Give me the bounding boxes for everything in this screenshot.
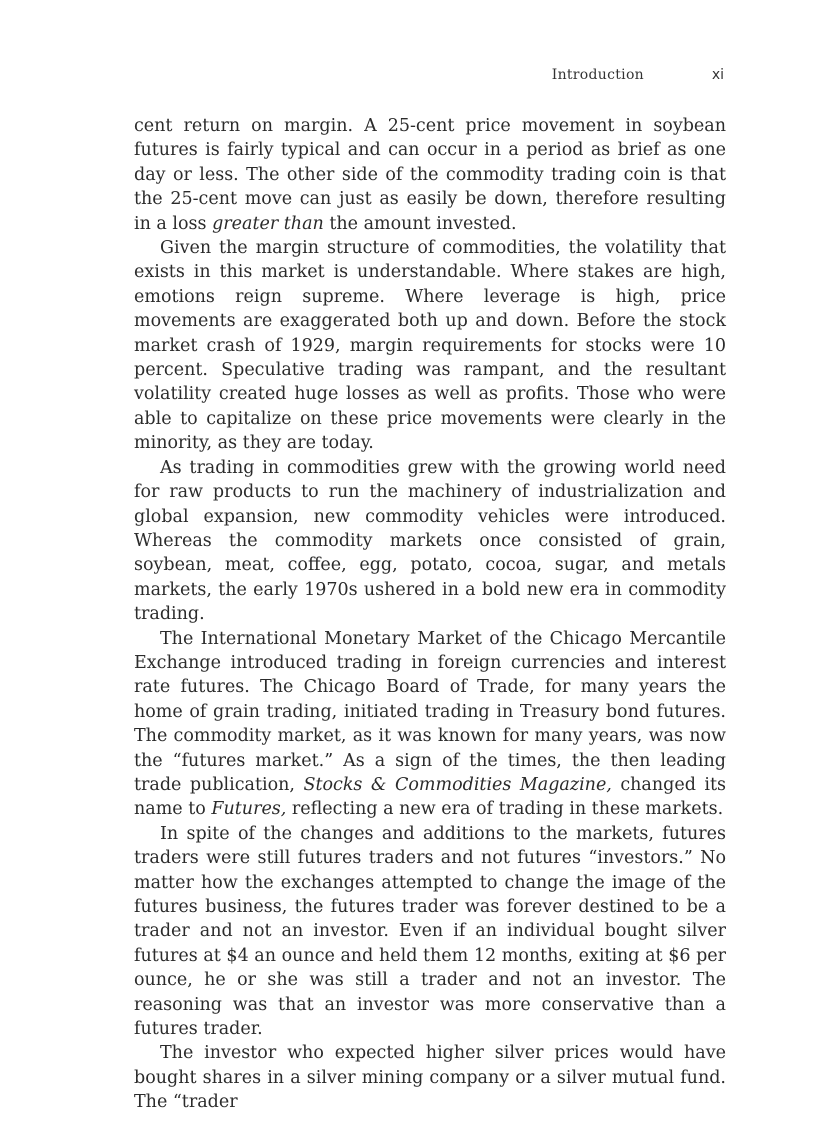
paragraph-text: reflecting a new era of trading in these markets. bbox=[286, 799, 724, 820]
paragraph-text: The International Monetary Market of the Chicago Mercantile Exchange introduced trading in foreign currencies and interest rate futures. The Chicago Board of Trade, for many years the home of grain trading, initiated trading in Treasury bond futures. The commodity market, as it was known for many years, was now the “futures market.” As a sign of the times, the then leading trade publication, bbox=[134, 628, 726, 795]
publication-title: Futures, bbox=[211, 799, 287, 820]
running-head bbox=[134, 67, 726, 89]
paragraph-text: As trading in commodities grew with the growing world need for raw products to run the machinery of industrialization and global expansion, new commodity vehicles were introduced. Whereas the commodity markets once consisted of grain, soybean, meat, coffee, egg, potato, cocoa, sugar, and metals markets, the early 1970s ushered in a bold new era in commodity trading. bbox=[134, 457, 726, 625]
paragraph-1 bbox=[134, 114, 726, 236]
page-number: xi bbox=[711, 67, 724, 83]
emphasis-text: greater than bbox=[212, 213, 324, 234]
paragraph-5 bbox=[134, 822, 726, 1042]
paragraph-4 bbox=[134, 627, 726, 822]
paragraph-text: the amount invested. bbox=[323, 213, 517, 234]
paragraph-text: changed its name to bbox=[134, 774, 726, 820]
body-text bbox=[134, 114, 726, 1115]
section-title: Introduction bbox=[551, 67, 644, 83]
paragraph-6 bbox=[134, 1041, 726, 1114]
paragraph-text: Given the margin structure of commodities, the volatility that exists in this market is understandable. Where stakes are high, emotions reign supreme. Where leverage is high, price movements are exaggerated both up and down. Before the stock market crash of 1929, margin requirements for stocks were 10 percent. Speculative trading was rampant, and the resultant volatility created huge losses as well as profits. Those who were able to capitalize on these price movements were clearly in the minority, as they are today. bbox=[134, 238, 726, 454]
paragraph-text: The investor who expected higher silver prices would have bought shares in a silver mining company or a silver mutual fund. The “trader bbox=[134, 1043, 726, 1113]
paragraph-3 bbox=[134, 456, 726, 627]
publication-title: Stocks & Commodities Magazine, bbox=[303, 774, 612, 795]
paragraph-text: cent return on margin. A 25-cent price movement in soybean futures is fairly typical and can occur in a period as brief as one day or less. The other side of the commodity trading coin is that the 25-cent move can just as easily be down, therefore resulting in a loss bbox=[134, 116, 726, 234]
paragraph-2 bbox=[134, 236, 726, 456]
paragraph-text: In spite of the changes and additions to the markets, futures traders were still futures traders and not futures “investors.” No matter how the exchanges attempted to change the image of the futures business, the futures trader was forever destined to be a trader and not an investor. Even if an individual bought silver futures at $4 an ounce and held them 12 months, exiting at $6 per ounce, he or she was still a trader and not an investor. The reasoning was that an investor was more conservative than a futures trader. bbox=[134, 823, 726, 1040]
